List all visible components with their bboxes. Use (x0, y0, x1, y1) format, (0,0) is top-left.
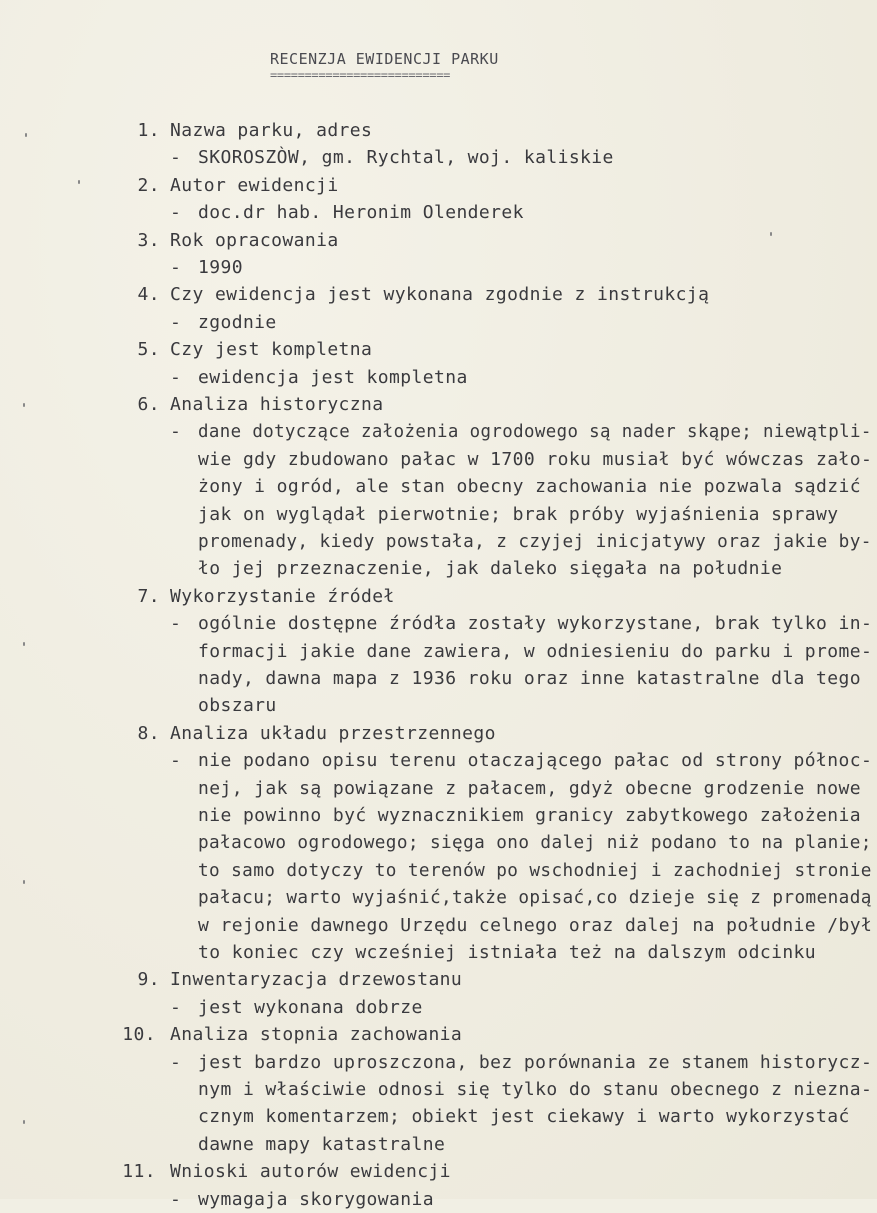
list-dash: - (170, 147, 182, 169)
section-body-text: dawne mapy katastralne (198, 1133, 446, 1155)
section-body-text: formacji jakie dane zawiera, w odniesieniu do parku i prome- (198, 640, 873, 662)
paper-speck (23, 403, 25, 407)
section-body-text: 1990 (198, 257, 243, 278)
section-body-text: ewidencja jest kompletna (198, 366, 468, 388)
section-body-text: jak on wyglądał pierwotnie; brak próby wyjaśnienia sprawy (198, 503, 839, 525)
section-body-text: promenady, kiedy powstała, z czyjej inicjatywy oraz jakie by- (198, 531, 872, 552)
page-title: RECENZJA EWIDENCJI PARKU (270, 50, 499, 68)
list-dash: - (170, 996, 182, 1018)
section-body-text: ło jej przeznaczenie, jak daleko sięgała na południe (198, 558, 783, 580)
section-body-text: nady, dawna mapa z 1936 roku oraz inne katastralne dla tego (198, 668, 861, 689)
section-heading: Analiza historyczna (170, 394, 384, 415)
section-number: 7. (137, 585, 160, 607)
section-body-text: jest wykonana dobrze (198, 996, 423, 1018)
section-number: 8. (137, 722, 160, 744)
section-body-text: żony i ogród, ale stan obecny zachowania nie pozwala sądzić (198, 476, 861, 498)
section-heading: Rok opracowania (170, 229, 339, 251)
section-body-text: nie powinno być wyznacznikiem granicy zabytkowego założenia (198, 805, 861, 826)
section-heading: Autor ewidencji (170, 174, 339, 196)
section-body-text: zgodnie (198, 311, 277, 333)
list-dash: - (170, 257, 182, 278)
section-number: 9. (137, 969, 160, 991)
section-body-text: w rejonie dawnego Urzędu celnego oraz dalej na południe /był (198, 914, 873, 936)
list-dash: - (170, 1051, 182, 1073)
section-number: 2. (137, 174, 160, 196)
section-number: 3. (137, 229, 160, 251)
list-dash: - (170, 202, 182, 224)
section-number: 10. (122, 1024, 156, 1046)
list-dash: - (170, 613, 182, 635)
section-body-text: wymagaja skorygowania (198, 1188, 434, 1210)
list-dash: - (170, 1188, 182, 1210)
paper-speck (770, 232, 772, 236)
section-body-text: obszaru (198, 695, 277, 717)
section-body-text: dane dotyczące założenia ogrodowego są nader skąpe; niewątpli- (198, 421, 872, 443)
section-heading: Nazwa parku, adres (170, 120, 373, 141)
list-dash: - (170, 366, 182, 388)
section-body-text: SKOROSZÒW, gm. Rychtal, woj. kaliskie (198, 147, 614, 169)
section-number: 11. (122, 1161, 156, 1183)
section-body-text: pałacowo ogrodowego; sięga ono dalej niż podano to na planie; (198, 832, 872, 854)
section-body-text: nej, jak są powiązane z pałacem, gdyż obecne grodzenie nowe (198, 777, 861, 799)
section-body-text: wie gdy zbudowano pałac w 1700 roku musiał być wówczas zało- (198, 448, 873, 470)
list-dash: - (170, 750, 182, 772)
paper-speck (23, 642, 25, 646)
section-heading: Inwentaryzacja drzewostanu (170, 969, 463, 991)
section-body-text: nym i właściwie odnosi się tylko do stanu obecnego z niezna- (198, 1079, 873, 1100)
section-body-text: to samo dotyczy to terenów po wschodniej i zachodniej stronie (198, 859, 872, 881)
title-underline: ========================== (270, 68, 451, 82)
section-heading: Czy ewidencja jest wykonana zgodnie z instrukcją (170, 284, 710, 306)
section-body-text: nie podano opisu terenu otaczającego pałac od strony północ- (198, 750, 873, 772)
list-dash: - (170, 311, 182, 333)
paper-speck (23, 880, 25, 884)
paper-speck (23, 1120, 25, 1124)
section-heading: Wykorzystanie źródeł (170, 585, 395, 607)
section-body-text: ogólnie dostępne źródła zostały wykorzystane, brak tylko in- (198, 613, 873, 635)
section-heading: Analiza układu przestrzennego (170, 722, 496, 744)
section-body-text: cznym komentarzem; obiekt jest ciekawy i warto wykorzystać (198, 1106, 850, 1128)
section-number: 4. (137, 284, 160, 306)
section-body-text: jest bardzo uproszczona, bez porównania ze stanem historycz- (198, 1051, 873, 1073)
paper-speck (78, 180, 80, 184)
paper-speck (25, 133, 27, 137)
section-body-text: doc.dr hab. Heronim Olenderek (198, 202, 524, 224)
section-number: 6. (137, 394, 160, 415)
section-heading: Czy jest kompletna (170, 339, 373, 361)
list-dash: - (170, 421, 182, 443)
section-body-text: to koniec czy wcześniej istniała też na dalszym odcinku (198, 942, 817, 963)
section-number: 5. (137, 339, 160, 361)
section-number: 1. (137, 120, 160, 141)
section-body-text: pałacu; warto wyjaśnić,także opisać,co dzieje się z promenadą (198, 887, 872, 909)
section-heading: Analiza stopnia zachowania (170, 1024, 463, 1046)
section-heading: Wnioski autorów ewidencji (170, 1161, 451, 1183)
